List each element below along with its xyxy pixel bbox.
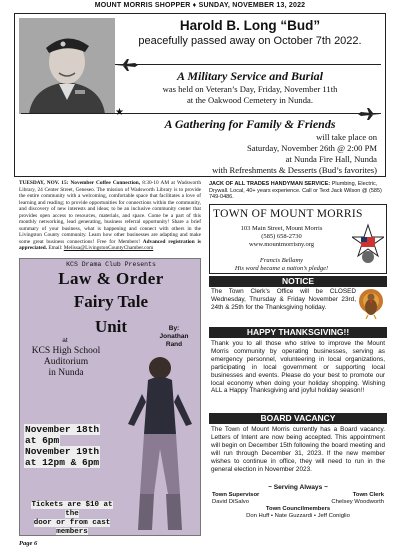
showtimes: November 18th at 6pm November 19th at 12pm & 6pm: [25, 424, 100, 468]
thanksgiving-text: Thank you to all those who strive to improve the Mount Morris community by operating businesses, serving as emergency personnel, volunteering in local organizations, participating in local government or supporting local businesses and events. Please do your best to promote our local economy when doing your holiday shopping. Wishing ALL a Happy Thanksgiving and joyful holiday season!!: [211, 340, 385, 395]
poster-title: Fairy Tale: [73, 292, 149, 311]
gathering-details: will take place on Saturday, November 26th @ 2:00 PM at Nunda Fire Hall, Nunda with Refreshments & Desserts (Bud’s favorites): [212, 132, 377, 175]
coffee-connection-notice: TUESDAY, NOV. 15: November Coffee Connection, 8:30-10 AM at Wadsworth Library, 24 Center Street, Geneseo. The mission of Wadsworth Library is to provide the entire community with a welcoming, comfortable space that facilitates a love of learning and reading; to provide opportunities for connections within the community, and discovery of new interests and ideas; to be an inclusive community center that provides open access to resources, materials, and space. Come be a part of this monthly networking, lead generating, business referral opportunity! Share a brief summary of your business, what is happening and connect with others in the Livingston County community. Learn how other businesses are adapting and make some great business connections! Free for Members! Advanced registration is appreciated. Email: Melissa@LivingstonCountyChamber.com: [19, 180, 202, 251]
thanksgiving-heading: HAPPY THANKSGIVING!!: [209, 327, 387, 338]
serving-always: ~ Serving Always ~: [268, 484, 328, 491]
ticket-info: Tickets are $10 at the door or from cast members: [31, 501, 113, 536]
notice-text: The Town Clerk’s Office will be CLOSED Wednesday, Thursday & Friday November 23rd, 24th & 25th for the Thanksgiving holiday.: [211, 288, 356, 311]
gathering-heading: A Gathering for Family & Friends: [164, 117, 336, 131]
town-title: TOWN OF MOUNT MORRIS: [213, 208, 363, 220]
drama-club-poster: [19, 258, 201, 536]
page-number: Page 6: [19, 540, 38, 547]
notice-heading: NOTICE: [209, 276, 387, 287]
star-icon: ★: [115, 107, 124, 118]
poster-title: Law & Order: [58, 269, 164, 288]
masthead: MOUNT MORRIS SHOPPER ♦ SUNDAY, NOVEMBER 13, 2022: [94, 2, 306, 9]
town-tagline: Francis Bellamy His word became a nation’s pledge!: [234, 257, 329, 272]
poster-title: Unit: [94, 317, 128, 336]
poster-presenter: KCS Drama Club Presents: [66, 261, 156, 268]
turkey-icon: [357, 287, 385, 319]
town-website[interactable]: www.mountmorrisny.org: [248, 241, 315, 248]
flag-star-emblem-icon: [352, 223, 384, 265]
town-officials: Town Supervisor Town Clerk David DiSalvo Chelsey Woodworth Town Councilmembers Don Huff • Nate Guzzardi • Jeff Coniglio: [212, 492, 384, 519]
deceased-name: Harold B. Long “Bud”: [179, 18, 321, 33]
divider: [21, 113, 381, 114]
service-details: was held on Veteran’s Day, Friday, November 11th at the Oakwood Cemetery in Nunda.: [162, 84, 338, 105]
service-heading: A Military Service and Burial: [176, 69, 323, 83]
town-header-box: [209, 204, 387, 274]
email-link[interactable]: Melissa@LivingstonCountyChamber.com: [63, 245, 154, 251]
passed-away-line: peacefully passed away on October 7th 2022.: [138, 35, 362, 47]
poster-author: By: Jonathan Rand: [159, 325, 189, 348]
board-vacancy-text: The Town of Mount Morris currently has a Board vacancy. Letters of Intent are now being accepted. This appointment will begin on December 15th following the board meeting and will run through December 31, 2023. If the new member wishes to continue in office, they will need to run in the general election in November 2023.: [211, 426, 385, 473]
board-vacancy-heading: BOARD VACANCY: [209, 413, 387, 424]
obituary-box: [14, 13, 386, 177]
town-contact: 103 Main Street, Mount Morris (585) 658-2730 www.mountmorrisny.org: [214, 225, 349, 249]
actor-silhouette-illustration: [120, 354, 200, 534]
veteran-photo: [19, 18, 115, 114]
poster-at: at: [62, 337, 68, 344]
divider: [115, 64, 381, 65]
handyman-ad: JACK OF ALL TRADES HANDYMAN SERVICE: Plumbing, Electric, Drywall. Local, 40+ years experience. Call or Text Jack Wilson @ (585) 749-0486.: [209, 181, 382, 201]
poster-venue: KCS High School Auditorium in Nunda: [31, 346, 101, 378]
